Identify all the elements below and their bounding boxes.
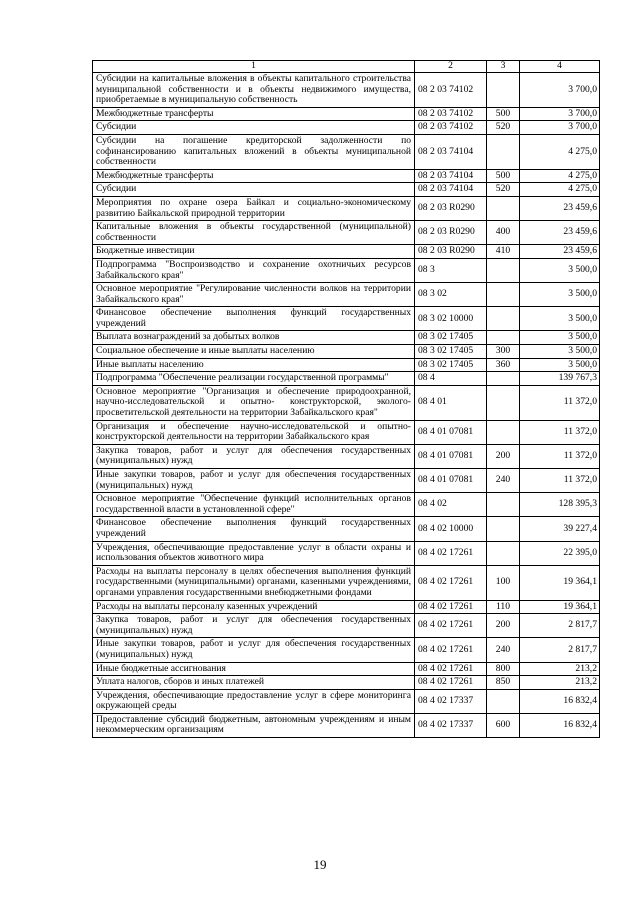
budget-table bbox=[92, 60, 600, 738]
table-row bbox=[93, 444, 600, 468]
row-name-cell: Закупка товаров, работ и услуг для обеспечения государственных (муниципальных) нужд bbox=[93, 614, 415, 638]
table-row bbox=[93, 121, 600, 135]
row-amount-cell: 3 500,0 bbox=[520, 345, 600, 359]
header-col-3: 3 bbox=[487, 61, 520, 73]
row-code-cell: 08 4 02 17337 bbox=[415, 689, 487, 713]
table-row bbox=[93, 134, 600, 169]
row-name-cell: Субсидии bbox=[93, 183, 415, 197]
row-type-cell bbox=[487, 196, 520, 220]
row-name-cell: Мероприятия по охране озера Байкал и социально-экономическому развитию Байкальской природной территории bbox=[93, 196, 415, 220]
row-type-cell: 200 bbox=[487, 614, 520, 638]
header-col-1: 1 bbox=[93, 61, 415, 73]
header-col-4: 4 bbox=[520, 61, 600, 73]
row-name-cell: Субсидии на погашение кредиторской задолженности по софинансированию капитальных вложений в объекты муниципальной собственности bbox=[93, 134, 415, 169]
row-code-cell: 08 4 02 10000 bbox=[415, 517, 487, 541]
row-amount-cell: 213,2 bbox=[520, 662, 600, 676]
row-name-cell: Капитальные вложения в объекты государственной (муниципальной) собственности bbox=[93, 221, 415, 245]
budget-table-container bbox=[92, 60, 599, 738]
table-row bbox=[93, 107, 600, 121]
row-name-cell: Выплата вознаграждений за добытых волков bbox=[93, 331, 415, 345]
row-type-cell: 360 bbox=[487, 358, 520, 372]
row-code-cell: 08 3 02 17405 bbox=[415, 358, 487, 372]
table-row bbox=[93, 420, 600, 444]
row-type-cell: 850 bbox=[487, 676, 520, 690]
row-code-cell: 08 2 03 74104 bbox=[415, 183, 487, 197]
table-row bbox=[93, 662, 600, 676]
row-name-cell: Основное мероприятие "Обеспечение функций исполнительных органов государственной власти в установленной сфере" bbox=[93, 493, 415, 517]
row-amount-cell: 19 364,1 bbox=[520, 600, 600, 614]
row-name-cell: Финансовое обеспечение выполнения функций государственных учреждений bbox=[93, 307, 415, 331]
row-code-cell: 08 4 01 07081 bbox=[415, 469, 487, 493]
row-amount-cell: 23 459,6 bbox=[520, 221, 600, 245]
row-name-cell: Иные закупки товаров, работ и услуг для обеспечения государственных (муниципальных) нужд bbox=[93, 638, 415, 662]
row-name-cell: Субсидии на капитальные вложения в объекты капитального строительства муниципальной собственности и в объекты недвижимого имущества, приобретаемые в муниципальную собственность bbox=[93, 73, 415, 108]
row-type-cell bbox=[487, 689, 520, 713]
row-type-cell: 240 bbox=[487, 469, 520, 493]
row-name-cell: Основное мероприятие "Регулирование численности волков на территории Забайкальского края" bbox=[93, 283, 415, 307]
row-code-cell: 08 4 01 bbox=[415, 385, 487, 420]
table-row bbox=[93, 345, 600, 359]
table-row bbox=[93, 469, 600, 493]
table-header-row bbox=[93, 61, 600, 73]
row-amount-cell: 4 275,0 bbox=[520, 169, 600, 183]
row-code-cell: 08 4 01 07081 bbox=[415, 420, 487, 444]
row-code-cell: 08 4 02 17261 bbox=[415, 541, 487, 565]
page-number: 19 bbox=[313, 857, 327, 872]
row-amount-cell: 23 459,6 bbox=[520, 196, 600, 220]
row-type-cell: 410 bbox=[487, 245, 520, 259]
row-name-cell: Основное мероприятие "Организация и обеспечение природоохранной, научно-исследовательской и опытно- конструкторской, эколого-просветительской деятельности на территории Забайкальского края" bbox=[93, 385, 415, 420]
table-row bbox=[93, 283, 600, 307]
row-type-cell: 200 bbox=[487, 444, 520, 468]
row-amount-cell: 213,2 bbox=[520, 676, 600, 690]
row-code-cell: 08 2 03 74104 bbox=[415, 134, 487, 169]
table-row bbox=[93, 600, 600, 614]
row-amount-cell: 2 817,7 bbox=[520, 614, 600, 638]
table-row bbox=[93, 221, 600, 245]
table-row bbox=[93, 307, 600, 331]
row-amount-cell: 3 700,0 bbox=[520, 121, 600, 135]
table-row bbox=[93, 372, 600, 386]
row-type-cell bbox=[487, 541, 520, 565]
row-amount-cell: 11 372,0 bbox=[520, 469, 600, 493]
row-name-cell: Закупка товаров, работ и услуг для обеспечения государственных (муниципальных) нужд bbox=[93, 444, 415, 468]
row-code-cell: 08 2 03 74102 bbox=[415, 121, 487, 135]
row-amount-cell: 3 500,0 bbox=[520, 358, 600, 372]
row-amount-cell: 3 500,0 bbox=[520, 283, 600, 307]
row-type-cell: 800 bbox=[487, 662, 520, 676]
row-code-cell: 08 3 02 17405 bbox=[415, 345, 487, 359]
row-type-cell bbox=[487, 307, 520, 331]
row-type-cell: 400 bbox=[487, 221, 520, 245]
row-code-cell: 08 4 02 17337 bbox=[415, 713, 487, 737]
row-amount-cell: 3 700,0 bbox=[520, 73, 600, 108]
row-type-cell bbox=[487, 517, 520, 541]
row-name-cell: Расходы на выплаты персоналу казенных учреждений bbox=[93, 600, 415, 614]
row-name-cell: Социальное обеспечение и иные выплаты населению bbox=[93, 345, 415, 359]
row-name-cell: Финансовое обеспечение выполнения функций государственных учреждений bbox=[93, 517, 415, 541]
table-row bbox=[93, 493, 600, 517]
row-type-cell bbox=[487, 283, 520, 307]
row-type-cell bbox=[487, 385, 520, 420]
row-type-cell bbox=[487, 258, 520, 282]
row-amount-cell: 16 832,4 bbox=[520, 689, 600, 713]
row-amount-cell: 19 364,1 bbox=[520, 565, 600, 600]
row-code-cell: 08 4 bbox=[415, 372, 487, 386]
table-row bbox=[93, 565, 600, 600]
table-row bbox=[93, 245, 600, 259]
row-name-cell: Иные бюджетные ассигнования bbox=[93, 662, 415, 676]
row-code-cell: 08 4 02 17261 bbox=[415, 638, 487, 662]
row-amount-cell: 4 275,0 bbox=[520, 134, 600, 169]
row-code-cell: 08 2 03 74104 bbox=[415, 169, 487, 183]
row-code-cell: 08 4 02 17261 bbox=[415, 676, 487, 690]
row-type-cell bbox=[487, 134, 520, 169]
row-code-cell: 08 4 01 07081 bbox=[415, 444, 487, 468]
row-code-cell: 08 4 02 bbox=[415, 493, 487, 517]
row-name-cell: Подпрограмма "Воспроизводство и сохранение охотничьих ресурсов Забайкальского края" bbox=[93, 258, 415, 282]
row-name-cell: Межбюджетные трансферты bbox=[93, 169, 415, 183]
row-code-cell: 08 4 02 17261 bbox=[415, 600, 487, 614]
table-row bbox=[93, 73, 600, 108]
row-code-cell: 08 3 02 10000 bbox=[415, 307, 487, 331]
row-code-cell: 08 3 02 bbox=[415, 283, 487, 307]
row-type-cell: 100 bbox=[487, 565, 520, 600]
row-code-cell: 08 4 02 17261 bbox=[415, 565, 487, 600]
row-amount-cell: 3 500,0 bbox=[520, 331, 600, 345]
row-amount-cell: 3 500,0 bbox=[520, 258, 600, 282]
row-type-cell: 520 bbox=[487, 183, 520, 197]
table-row bbox=[93, 385, 600, 420]
row-amount-cell: 22 395,0 bbox=[520, 541, 600, 565]
table-row bbox=[93, 358, 600, 372]
table-body bbox=[93, 73, 600, 738]
table-row bbox=[93, 331, 600, 345]
row-type-cell: 300 bbox=[487, 345, 520, 359]
row-type-cell bbox=[487, 331, 520, 345]
header-col-2: 2 bbox=[415, 61, 487, 73]
row-code-cell: 08 3 02 17405 bbox=[415, 331, 487, 345]
row-amount-cell: 16 832,4 bbox=[520, 713, 600, 737]
row-type-cell: 110 bbox=[487, 600, 520, 614]
table-row bbox=[93, 541, 600, 565]
table-row bbox=[93, 713, 600, 737]
row-amount-cell: 3 700,0 bbox=[520, 107, 600, 121]
row-name-cell: Межбюджетные трансферты bbox=[93, 107, 415, 121]
row-type-cell: 500 bbox=[487, 107, 520, 121]
row-amount-cell: 11 372,0 bbox=[520, 385, 600, 420]
table-row bbox=[93, 258, 600, 282]
row-type-cell: 600 bbox=[487, 713, 520, 737]
row-code-cell: 08 4 02 17261 bbox=[415, 662, 487, 676]
row-amount-cell: 23 459,6 bbox=[520, 245, 600, 259]
table-row bbox=[93, 614, 600, 638]
row-type-cell bbox=[487, 493, 520, 517]
row-name-cell: Уплата налогов, сборов и иных платежей bbox=[93, 676, 415, 690]
row-code-cell: 08 2 03 R0290 bbox=[415, 196, 487, 220]
row-code-cell: 08 2 03 74102 bbox=[415, 107, 487, 121]
row-amount-cell: 11 372,0 bbox=[520, 444, 600, 468]
row-type-cell: 500 bbox=[487, 169, 520, 183]
table-row bbox=[93, 638, 600, 662]
table-row bbox=[93, 169, 600, 183]
table-row bbox=[93, 689, 600, 713]
table-row bbox=[93, 183, 600, 197]
row-name-cell: Иные закупки товаров, работ и услуг для обеспечения государственных (муниципальных) нужд bbox=[93, 469, 415, 493]
row-name-cell: Расходы на выплаты персоналу в целях обеспечения выполнения функций государственными (муниципальными) органами, казенными учреждениями, органами управления государственными внебюджетными фондами bbox=[93, 565, 415, 600]
row-code-cell: 08 3 bbox=[415, 258, 487, 282]
row-amount-cell: 3 500,0 bbox=[520, 307, 600, 331]
row-code-cell: 08 4 02 17261 bbox=[415, 614, 487, 638]
table-row bbox=[93, 676, 600, 690]
row-name-cell: Организация и обеспечение научно-исследовательской и опытно-конструкторской деятельности на территории Забайкальского края bbox=[93, 420, 415, 444]
row-name-cell: Учреждения, обеспечивающие предоставление услуг в области охраны и использования объектов животного мира bbox=[93, 541, 415, 565]
row-name-cell: Иные выплаты населению bbox=[93, 358, 415, 372]
row-amount-cell: 128 395,3 bbox=[520, 493, 600, 517]
row-amount-cell: 139 767,3 bbox=[520, 372, 600, 386]
row-type-cell bbox=[487, 73, 520, 108]
table-row bbox=[93, 196, 600, 220]
row-code-cell: 08 2 03 74102 bbox=[415, 73, 487, 108]
row-name-cell: Учреждения, обеспечивающие предоставление услуг в сфере мониторинга окружающей среды bbox=[93, 689, 415, 713]
row-amount-cell: 2 817,7 bbox=[520, 638, 600, 662]
row-name-cell: Предоставление субсидий бюджетным, автономным учреждениям и иным некоммерческим организациям bbox=[93, 713, 415, 737]
row-amount-cell: 11 372,0 bbox=[520, 420, 600, 444]
row-name-cell: Субсидии bbox=[93, 121, 415, 135]
row-type-cell bbox=[487, 420, 520, 444]
row-name-cell: Бюджетные инвестиции bbox=[93, 245, 415, 259]
row-type-cell: 240 bbox=[487, 638, 520, 662]
row-amount-cell: 39 227,4 bbox=[520, 517, 600, 541]
row-name-cell: Подпрограмма "Обеспечение реализации государственной программы" bbox=[93, 372, 415, 386]
row-amount-cell: 4 275,0 bbox=[520, 183, 600, 197]
row-code-cell: 08 2 03 R0290 bbox=[415, 221, 487, 245]
row-code-cell: 08 2 03 R0290 bbox=[415, 245, 487, 259]
row-type-cell: 520 bbox=[487, 121, 520, 135]
table-row bbox=[93, 517, 600, 541]
row-type-cell bbox=[487, 372, 520, 386]
